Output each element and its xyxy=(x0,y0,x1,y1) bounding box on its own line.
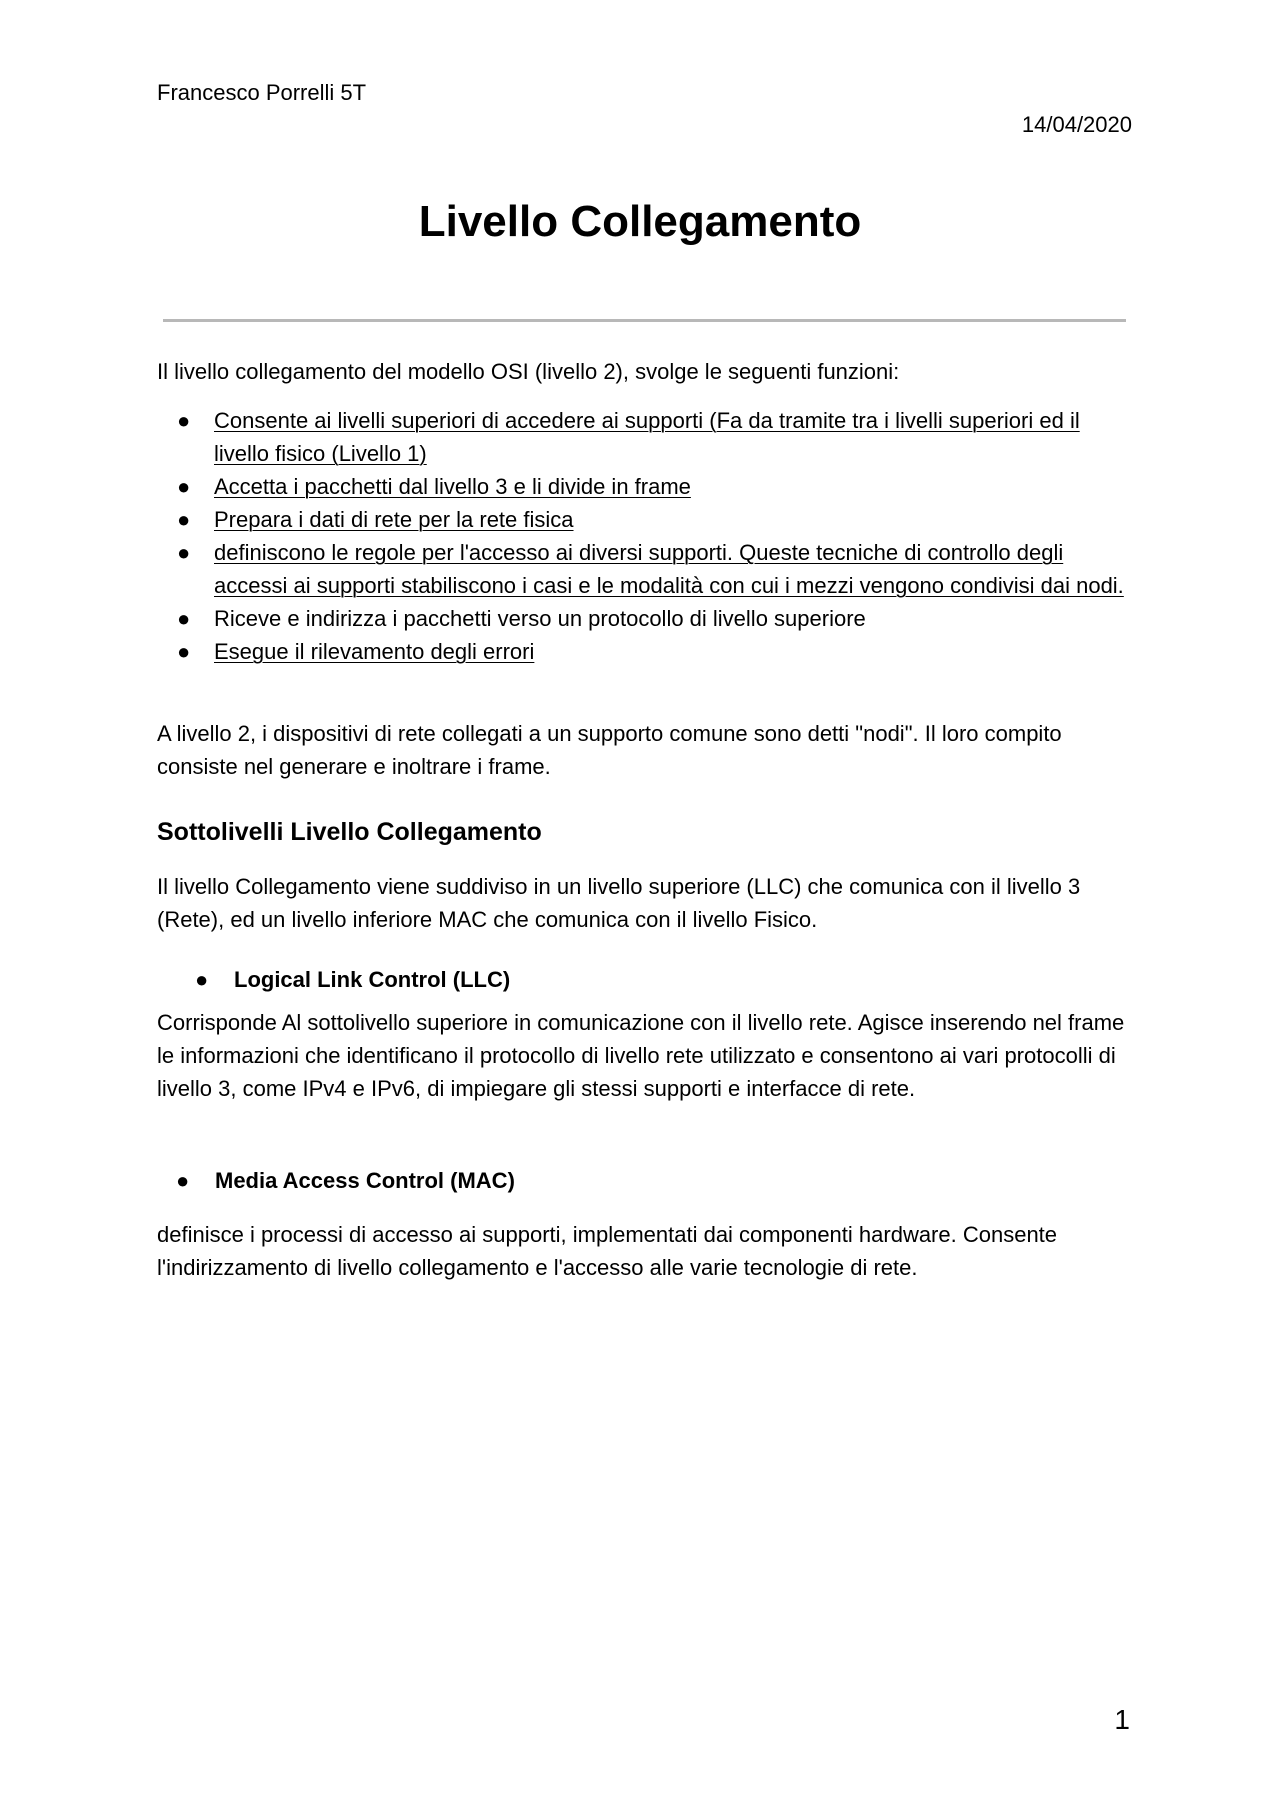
llc-heading xyxy=(195,967,510,993)
function-text: Riceve e indirizza i pacchetti verso un protocollo di livello superiore xyxy=(214,606,866,631)
list-item xyxy=(157,503,1132,536)
function-text: definiscono le regole per l'accesso ai diversi supporti. Queste tecniche di controllo degli accessi ai supporti stabiliscono i casi e le modalità con cui i mezzi vengono condivisi dai nodi. xyxy=(214,540,1124,598)
llc-heading-text: Logical Link Control (LLC) xyxy=(234,967,511,992)
functions-list xyxy=(157,404,1132,668)
document-date: 14/04/2020 xyxy=(1021,112,1132,137)
page-number: 1 xyxy=(1114,1704,1130,1735)
horizontal-divider xyxy=(163,319,1126,322)
mac-paragraph: definisce i processi di accesso ai supporti, implementati dai componenti hardware. Consente l'indirizzamento di livello collegamento e l'accesso alle varie tecnologie di rete. xyxy=(157,1222,1058,1280)
list-item xyxy=(157,536,1132,602)
mac-heading-text: Media Access Control (MAC) xyxy=(215,1168,515,1193)
list-item xyxy=(157,635,1132,668)
llc-paragraph: Corrisponde Al sottolivello superiore in comunicazione con il livello rete. Agisce inserendo nel frame le informazioni che identificano il protocollo di livello rete utilizzato e consentono ai vari protocolli di livello 3, come IPv4 e IPv6, di impiegare gli stessi supporti e interfacce di rete. xyxy=(157,1010,1125,1101)
list-item xyxy=(157,602,1132,635)
bullet-icon: ● xyxy=(177,606,191,631)
bullet-icon: ● xyxy=(177,474,191,499)
intro-paragraph: Il livello collegamento del modello OSI (livello 2), svolge le seguenti funzioni: xyxy=(157,359,900,384)
section-heading: Sottolivelli Livello Collegamento xyxy=(157,818,542,846)
bullet-icon: ● xyxy=(177,507,191,532)
function-text: Esegue il rilevamento degli errori xyxy=(214,639,535,664)
author-name: Francesco Porrelli 5T xyxy=(157,80,367,105)
mac-heading xyxy=(176,1168,515,1194)
bullet-icon: ● xyxy=(195,967,209,992)
bullet-icon: ● xyxy=(177,408,191,433)
bullet-icon: ● xyxy=(176,1168,190,1193)
bullet-icon: ● xyxy=(177,540,191,565)
bullet-icon: ● xyxy=(177,639,191,664)
list-item xyxy=(157,470,1132,503)
function-text: Prepara i dati di rete per la rete fisica xyxy=(214,507,574,532)
function-text: Accetta i pacchetti dal livello 3 e li divide in frame xyxy=(214,474,691,499)
nodi-paragraph: A livello 2, i dispositivi di rete collegati a un supporto comune sono detti "nodi". Il loro compito consiste nel generare e inoltrare i frame. xyxy=(157,721,1062,779)
function-text: Consente ai livelli superiori di accedere ai supporti (Fa da tramite tra i livelli superiori ed il livello fisico (Livello 1) xyxy=(214,408,1080,466)
list-item xyxy=(157,404,1132,470)
section-paragraph: Il livello Collegamento viene suddiviso in un livello superiore (LLC) che comunica con il livello 3 (Rete), ed un livello inferiore MAC che comunica con il livello Fisico. xyxy=(157,874,1081,932)
page-title: Livello Collegamento xyxy=(418,197,862,246)
